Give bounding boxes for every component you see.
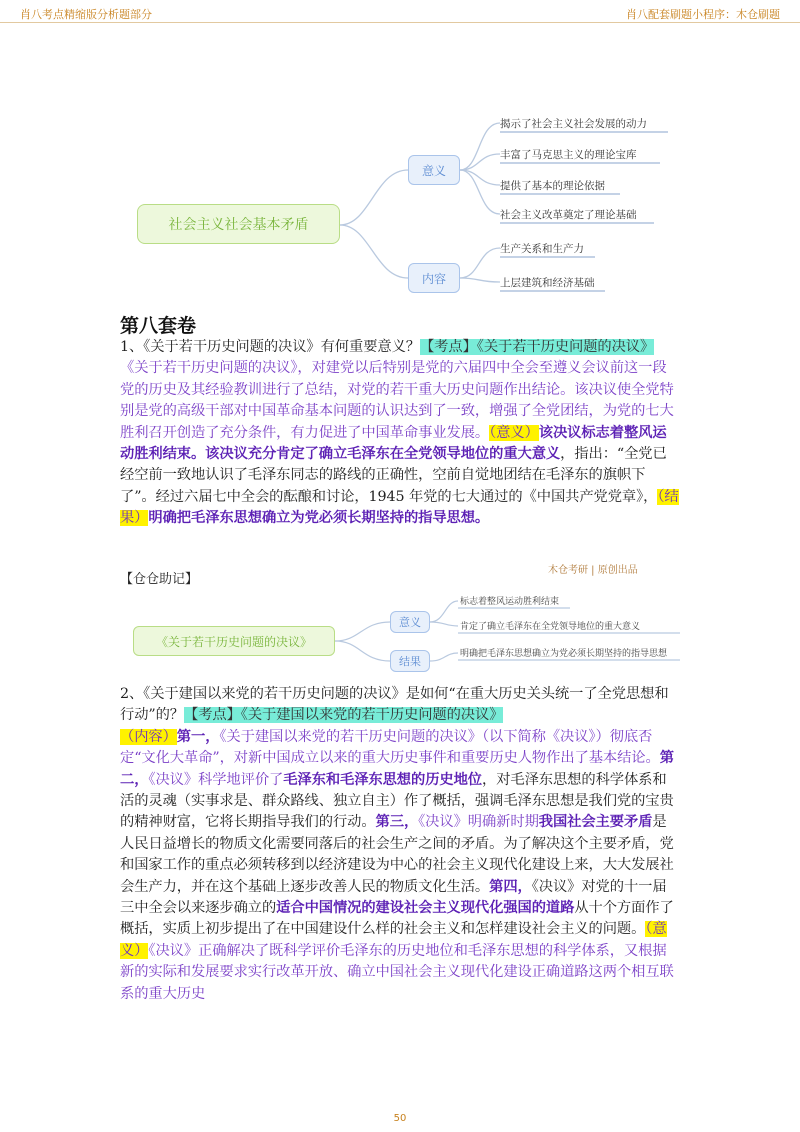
tag-result: （结果） xyxy=(120,488,679,527)
tag-meaning: （意义） xyxy=(120,921,667,959)
mindmap1-leaf: 生产关系和生产力 xyxy=(500,242,584,255)
mindmap1-branch-meaning: 意义 xyxy=(408,155,460,185)
kaodian-topic: 《关于若干历史问题的决议》 xyxy=(476,339,655,355)
section-title: 第八套卷 xyxy=(120,315,197,337)
answer-text: ，指出：“全党已经空前一致地认识了毛泽东同志的路线的正确性，空前自觉地团结在毛泽东的旗帜下了”。经过六届七中全会的酝酿和讨论，1945 年党的七大通过的《中国共产党党章》， xyxy=(120,446,667,505)
answer-text: 是人民日益增长的物质文化需要同落后的社会生产之间的矛盾。为了解决这个主要矛盾，党和国家工作的重点必须转移到以经济建设为中心的社会主义现代化建设上来，大大发展社会生产力，并在这个基础上逐步改善人民的物质文化生活。 xyxy=(120,814,674,895)
memory-aid-label: 【仓仓助记】 xyxy=(120,572,199,587)
mindmap1-branch-content: 内容 xyxy=(408,263,460,293)
answer-emphasis: 该决议标志着整风运动胜利结束。该决议充分肯定了确立毛泽东在全党领导地位的重大意义 xyxy=(120,424,667,463)
mindmap2-leaf: 标志着整风运动胜利结束 xyxy=(460,597,560,607)
answer-text: ，对毛泽东思想的科学体系和活的灵魂（实事求是、群众路线、独立自主）作了概括，强调毛泽东思想是我们党的宝贵的精神财富，它将长期指导我们的行动。 xyxy=(120,771,674,831)
header-left: 肖八考点精缩版分析题部分 xyxy=(20,8,152,21)
page-number: 50 xyxy=(393,1113,407,1124)
mindmap1-leaf: 丰富了马克思主义的理论宝库 xyxy=(500,148,637,161)
answer-text: 从十个方面作了概括，实质上初步提出了在中国建设什么样的社会主义和怎样建设社会主义的问题。 xyxy=(120,900,674,938)
kaodian-topic: 《关于建国以来党的若干历史问题的决议》 xyxy=(240,707,504,724)
tag-meaning: （意义） xyxy=(489,424,539,441)
mindmap1-leaf: 揭示了社会主义社会发展的动力 xyxy=(500,117,647,130)
answer-emphasis: 我国社会主要矛盾 xyxy=(538,814,653,831)
answer-emphasis: 第三， xyxy=(375,814,419,831)
question-2-block xyxy=(120,684,680,1005)
tag-content: （内容） xyxy=(120,728,177,745)
answer-emphasis: 第二， xyxy=(120,750,674,788)
answer-text: 《决议》科学地评价了 xyxy=(148,771,284,788)
answer-emphasis: 第四， xyxy=(489,878,532,895)
mindmap2-branch-meaning: 意义 xyxy=(390,611,430,633)
mindmap2-root: 《关于若干历史问题的决议》 xyxy=(133,626,335,656)
answer-text: 《关于若干历史问题的决议》，对建党以后特别是党的六届四中全会至遵义会议前这一段党的历史及其经验教训进行了总结，对党的若干重大历史问题作出结论。该决议使全党特别是党的高级干部对中国革命基本问题的认识达到了一致，增强了全党团结，为党的七大胜利召开创造了充分条件，有力促进了中国革命事业发展。 xyxy=(120,360,674,441)
kaodian-tag: 【考点】 xyxy=(419,339,477,355)
kaodian-tag: 【考点】 xyxy=(184,707,241,724)
mindmap2-leaf: 肯定了确立毛泽东在全党领导地位的重大意义 xyxy=(460,622,641,632)
signature: 木仓考研 | 原创出品 xyxy=(548,565,638,576)
answer-text: 《关于建国以来党的若干历史问题的决议》（以下简称《决议》）彻底否定“文化大革命”，对新中国成立以来的重大历史事件和重要历史人物作出了基本结论。 xyxy=(120,728,660,767)
mindmap1-leaf: 提供了基本的理论依据 xyxy=(500,179,605,192)
question-1-text: 1、《关于若干历史问题的决议》有何重要意义？ xyxy=(120,339,420,355)
answer-emphasis: 第一， xyxy=(176,728,220,745)
question-2-text: 2、《关于建国以来党的若干历史问题的决议》是如何“在重大历史关头统一了全党思想和行动”的？ xyxy=(120,686,669,724)
mindmap1-root: 社会主义社会基本矛盾 xyxy=(137,204,340,244)
answer-emphasis: 毛泽东和毛泽东思想的历史地位 xyxy=(283,771,482,788)
mindmap2-branch-result: 结果 xyxy=(390,650,430,672)
mindmap1-leaf: 上层建筑和经济基础 xyxy=(500,276,595,289)
answer-emphasis: 明确把毛泽东思想确立为党必须长期坚持的指导思想。 xyxy=(148,510,490,527)
answer-text: 《决议》明确新时期 xyxy=(418,814,539,831)
mindmap1-leaf: 社会主义改革奠定了理论基础 xyxy=(500,208,637,221)
answer-emphasis: 适合中国情况的建设社会主义现代化强国的道路 xyxy=(276,900,575,917)
mindmap2-leaf: 明确把毛泽东思想确立为党必须长期坚持的指导思想 xyxy=(460,649,668,659)
header-right: 肖八配套刷题小程序：木仓刷题 xyxy=(626,8,780,21)
answer-text: 《决议》正确解决了既科学评价毛泽东的历史地位和毛泽东思想的科学体系，又根据新的实际和发展要求实行改革开放、确立中国社会主义现代化建设正确道路这两个相互联系的重大历史 xyxy=(120,942,674,1002)
answer-text: 《决议》对党的十一届三中全会以来逐步确立的 xyxy=(120,878,667,917)
